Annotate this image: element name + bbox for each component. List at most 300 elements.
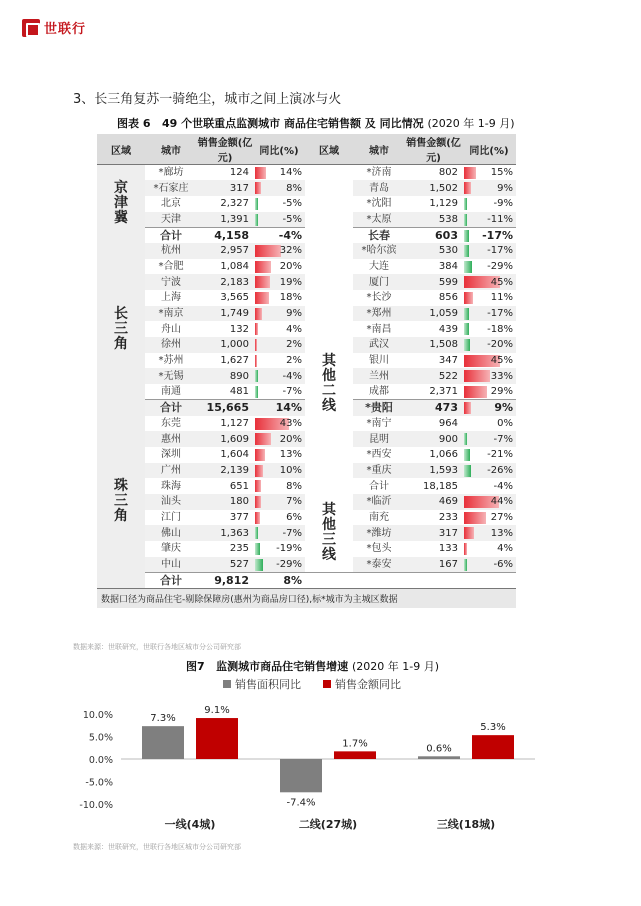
- positive-bar: [255, 167, 266, 179]
- sales-table-figure: [97, 134, 516, 624]
- region-label: 其 他 三 线: [322, 501, 336, 563]
- city-cell: *廊坊: [158, 167, 184, 179]
- chart-figure-caption: 监测城市商品住宅销售增速: [216, 660, 349, 673]
- positive-bar: [255, 465, 263, 477]
- positive-bar: [255, 276, 270, 288]
- city-cell: *泰安: [353, 557, 405, 573]
- table-source: 数据来源：世联研究，世联行各地区城市分公司研究部: [73, 643, 241, 651]
- city-cell: 天津: [145, 212, 197, 228]
- amount-cell: 3,565: [220, 292, 249, 304]
- region-cell-right: [305, 494, 353, 572]
- positive-bar: [255, 355, 257, 367]
- city-cell: *贵阳: [353, 400, 405, 416]
- city-cell: *郑州: [353, 306, 405, 322]
- yoy-cell: [462, 463, 516, 479]
- yoy-value: 2%: [286, 339, 302, 351]
- city-cell: *苏州: [158, 355, 184, 367]
- yoy-cell: [253, 306, 305, 322]
- city-cell: 珠海: [161, 480, 181, 492]
- yoy-cell: [462, 510, 516, 526]
- yoy-value: 8%: [283, 573, 302, 587]
- yoy-cell: [253, 384, 305, 400]
- negative-bar: [255, 214, 258, 226]
- amount-cell: 1,129: [429, 198, 458, 210]
- positive-bar: [464, 370, 490, 382]
- negative-bar: [255, 559, 263, 571]
- yoy-value: 43%: [279, 417, 302, 429]
- y-tick-label: -5.0%: [85, 777, 113, 789]
- city-cell: *哈尔滨: [353, 243, 405, 259]
- positive-bar: [255, 433, 271, 445]
- y-tick-label: 5.0%: [88, 732, 113, 744]
- header-amount-2: 销售金额(亿元): [405, 134, 462, 165]
- amount-cell: 167: [405, 557, 462, 573]
- amount-cell: 856: [438, 292, 458, 304]
- yoy-value: -4%: [278, 228, 302, 242]
- yoy-value: -19%: [276, 543, 302, 555]
- shilian-logo-icon: [22, 19, 40, 37]
- negative-bar: [255, 543, 260, 555]
- empty-cell: [353, 572, 405, 588]
- yoy-value: -4%: [493, 480, 513, 492]
- yoy-cell: [253, 290, 305, 306]
- positive-bar: [255, 182, 261, 194]
- negative-bar: [464, 214, 467, 226]
- yoy-cell: [253, 212, 305, 228]
- yoy-cell: [462, 447, 516, 463]
- total-yoy-cell: [253, 400, 305, 416]
- empty-cell: [462, 572, 516, 588]
- data-label: 5.3%: [480, 722, 506, 734]
- negative-bar: [464, 433, 467, 445]
- table-figure-label: 图表 6: [117, 117, 151, 130]
- city-cell: 青岛: [353, 180, 405, 196]
- yoy-value: -20%: [487, 339, 513, 351]
- yoy-value: 45%: [490, 355, 513, 367]
- header-amount: 销售金额(亿元): [197, 134, 253, 165]
- city-cell: 中山: [145, 557, 197, 573]
- yoy-cell: [462, 384, 516, 400]
- yoy-cell: [253, 337, 305, 353]
- yoy-value: 6%: [286, 511, 302, 523]
- positive-bar: [255, 261, 271, 273]
- y-tick-label: 10.0%: [82, 710, 113, 721]
- x-category-label: 三线(18城): [436, 818, 496, 831]
- table-row: [97, 572, 516, 588]
- region-cell-right: [305, 165, 353, 275]
- yoy-cell: [253, 353, 305, 369]
- yoy-cell: [462, 306, 516, 322]
- city-cell: *长沙: [366, 292, 392, 304]
- yoy-value: -5%: [282, 198, 302, 210]
- chart-source: 数据来源：世联研究，世联行各地区城市分公司研究部: [73, 843, 241, 851]
- table-figure-title: [117, 115, 515, 131]
- amount-cell: 317: [405, 525, 462, 541]
- y-tick-label: -10.0%: [79, 800, 113, 811]
- data-label: 1.7%: [342, 738, 368, 750]
- amount-cell: 651: [229, 480, 249, 492]
- yoy-value: -29%: [276, 558, 302, 570]
- city-cell: 杭州: [145, 243, 197, 259]
- amount-cell: 964: [438, 417, 458, 429]
- yoy-value: 11%: [490, 292, 513, 304]
- total-amount: 9,812: [197, 572, 253, 588]
- yoy-cell: [462, 368, 516, 384]
- positive-bar: [464, 543, 467, 555]
- positive-bar: [464, 402, 471, 414]
- amount-cell: 527: [197, 557, 253, 573]
- amount-cell: 235: [229, 543, 249, 555]
- total-amount: 15,665: [197, 400, 253, 416]
- chart-figure-period: (2020 年 1-9 月): [352, 660, 440, 673]
- city-cell: 上海: [161, 292, 181, 304]
- chart-bar: [142, 726, 184, 759]
- negative-bar: [464, 465, 471, 477]
- amount-cell: 132: [229, 323, 249, 335]
- yoy-cell: [462, 557, 516, 573]
- region-cell-right: [305, 274, 353, 494]
- yoy-value: 14%: [275, 401, 302, 415]
- yoy-cell: [253, 259, 305, 275]
- negative-bar: [464, 230, 469, 242]
- yoy-cell: [253, 180, 305, 196]
- amount-cell: 377: [229, 511, 249, 523]
- yoy-cell: [462, 165, 516, 181]
- negative-bar: [255, 386, 258, 398]
- yoy-value: 18%: [279, 292, 302, 304]
- positive-bar: [255, 496, 261, 508]
- city-cell: 长春: [353, 227, 405, 243]
- legend-swatch: [223, 680, 231, 688]
- yoy-value: 8%: [286, 182, 302, 194]
- amount-cell: 1,363: [197, 525, 253, 541]
- yoy-value: 9%: [497, 182, 513, 194]
- growth-chart: [73, 676, 543, 836]
- amount-cell: 384: [438, 260, 458, 272]
- city-cell: *临沂: [353, 494, 405, 510]
- yoy-cell: [253, 243, 305, 259]
- city-cell: 兰州: [353, 368, 405, 384]
- yoy-value: 32%: [279, 245, 302, 257]
- yoy-value: 19%: [279, 276, 302, 288]
- yoy-value: -7%: [282, 527, 302, 539]
- table-row: [97, 494, 516, 510]
- amount-cell: 1,609: [197, 431, 253, 447]
- amount-cell: 900: [405, 431, 462, 447]
- amount-cell: 599: [405, 274, 462, 290]
- yoy-value: 2%: [286, 355, 302, 367]
- yoy-value: 27%: [490, 511, 513, 523]
- negative-bar: [464, 339, 470, 351]
- yoy-value: -6%: [493, 558, 513, 570]
- negative-bar: [464, 261, 472, 273]
- data-label: -7.4%: [286, 797, 316, 809]
- yoy-cell: [253, 525, 305, 541]
- yoy-cell: [462, 290, 516, 306]
- region-label: 京 津 冀: [114, 180, 128, 227]
- yoy-value: 14%: [279, 167, 302, 179]
- amount-cell: 1,508: [405, 337, 462, 353]
- amount-cell: 469: [405, 494, 462, 510]
- yoy-cell: [462, 180, 516, 196]
- yoy-cell: [462, 243, 516, 259]
- amount-cell: 2,139: [197, 463, 253, 479]
- table-figure-period: (2020 年 1-9 月): [427, 117, 515, 130]
- amount-cell: 1,084: [220, 260, 249, 272]
- city-cell: *济南: [366, 167, 392, 179]
- positive-bar: [464, 182, 471, 194]
- negative-bar: [464, 559, 467, 571]
- yoy-value: 45%: [490, 276, 513, 288]
- negative-bar: [464, 245, 469, 257]
- city-cell: *南宁: [366, 417, 392, 429]
- yoy-value: -17%: [482, 228, 513, 242]
- city-cell: *无锡: [145, 368, 197, 384]
- yoy-cell: [253, 196, 305, 212]
- header-region-2: 区域: [305, 134, 353, 165]
- yoy-value: 4%: [497, 543, 513, 555]
- table-note: 数据口径为商品住宅-剔除保障房(惠州为商品房口径),标*城市为主城区数据: [97, 588, 516, 608]
- chart-bar: [196, 718, 238, 759]
- amount-cell: 133: [438, 543, 458, 555]
- yoy-value: 8%: [286, 480, 302, 492]
- positive-bar: [255, 308, 262, 320]
- yoy-cell: [253, 557, 305, 573]
- region-label: 长 三 角: [114, 305, 128, 352]
- city-cell: *沈阳: [366, 198, 392, 210]
- legend-label: 销售面积同比: [235, 678, 301, 691]
- data-label: 0.6%: [426, 743, 452, 755]
- yoy-cell: [462, 400, 516, 416]
- city-cell: 佛山: [145, 525, 197, 541]
- positive-bar: [255, 339, 257, 351]
- yoy-cell: [253, 416, 305, 432]
- amount-cell: 2,327: [220, 198, 249, 210]
- yoy-cell: [253, 478, 305, 494]
- yoy-cell: [253, 541, 305, 557]
- yoy-cell: [462, 541, 516, 557]
- amount-cell: 317: [197, 180, 253, 196]
- amount-cell: 1,391: [197, 212, 253, 228]
- positive-bar: [464, 167, 476, 179]
- amount-cell: 473: [405, 400, 462, 416]
- negative-bar: [255, 370, 258, 382]
- yoy-value: 20%: [279, 433, 302, 445]
- city-cell: 南通: [161, 386, 181, 398]
- city-cell: 北京: [161, 198, 181, 210]
- amount-cell: 1,627: [220, 355, 249, 367]
- yoy-cell: [253, 431, 305, 447]
- city-cell: 南充: [369, 511, 389, 523]
- positive-bar: [464, 386, 487, 398]
- amount-cell: 2,371: [429, 386, 458, 398]
- yoy-cell: [462, 494, 516, 510]
- yoy-value: -7%: [282, 386, 302, 398]
- region-cell-left: [97, 243, 145, 416]
- city-cell: 广州: [145, 463, 197, 479]
- amount-cell: 1,502: [405, 180, 462, 196]
- city-cell: *潍坊: [353, 525, 405, 541]
- city-cell: 肇庆: [161, 543, 181, 555]
- yoy-cell: [462, 227, 516, 243]
- table-figure-caption: 49 个世联重点监测城市 商品住宅销售额 及 同比情况: [161, 117, 424, 130]
- header-city: 城市: [145, 134, 197, 165]
- amount-cell: 124: [229, 167, 249, 179]
- amount-cell: 538: [405, 212, 462, 228]
- positive-bar: [255, 292, 269, 304]
- total-label: 合计: [145, 572, 197, 588]
- positive-bar: [464, 292, 473, 304]
- city-cell: 江门: [161, 511, 181, 523]
- positive-bar: [255, 512, 260, 524]
- data-label: 7.3%: [150, 713, 176, 725]
- amount-cell: 2,183: [197, 274, 253, 290]
- yoy-cell: [462, 525, 516, 541]
- growth-chart-svg: [73, 676, 543, 836]
- table-header-row: [97, 134, 516, 165]
- yoy-value: 13%: [490, 527, 513, 539]
- legend-swatch: [323, 680, 331, 688]
- yoy-cell: [462, 353, 516, 369]
- total-yoy-cell: [253, 227, 305, 243]
- amount-cell: 603: [405, 227, 462, 243]
- yoy-value: 7%: [286, 496, 302, 508]
- yoy-cell: [462, 321, 516, 337]
- negative-bar: [464, 323, 469, 335]
- sales-table: [97, 134, 516, 588]
- yoy-value: 13%: [279, 449, 302, 461]
- yoy-cell: [253, 463, 305, 479]
- city-cell: *南京: [145, 306, 197, 322]
- city-cell: *石家庄: [145, 180, 197, 196]
- total-label: 合计: [145, 227, 197, 243]
- city-cell: *南昌: [366, 323, 392, 335]
- header-city-2: 城市: [353, 134, 405, 165]
- total-label: 合计: [369, 480, 389, 492]
- brand-name: 世联行: [44, 22, 87, 37]
- yoy-value: 9%: [286, 308, 302, 320]
- yoy-cell: [462, 337, 516, 353]
- negative-bar: [464, 449, 470, 461]
- negative-bar: [464, 308, 469, 320]
- yoy-value: 0%: [497, 417, 513, 429]
- table-row: [97, 274, 516, 290]
- yoy-cell: [462, 196, 516, 212]
- data-label: 9.1%: [204, 705, 230, 717]
- header-yoy-2: 同比(%): [462, 134, 516, 165]
- empty-cell: [305, 572, 353, 588]
- table-row: [97, 165, 516, 181]
- section-heading: 3、长三角复苏一骑绝尘，城市之间上演冰与火: [73, 92, 342, 107]
- positive-bar: [464, 527, 474, 539]
- city-cell: 宁波: [145, 274, 197, 290]
- amount-cell: 1,593: [405, 463, 462, 479]
- city-cell: *合肥: [158, 260, 184, 272]
- yoy-value: 33%: [490, 370, 513, 382]
- yoy-value: -11%: [487, 213, 513, 225]
- yoy-value: -26%: [487, 464, 513, 476]
- amount-cell: 890: [197, 368, 253, 384]
- yoy-cell: [253, 165, 305, 181]
- total-yoy-cell: [462, 478, 516, 494]
- yoy-value: -29%: [487, 260, 513, 272]
- brand-logo: [22, 18, 86, 37]
- chart-bar: [334, 751, 376, 759]
- chart-figure-title: [186, 658, 439, 674]
- total-yoy-cell: [253, 572, 305, 588]
- yoy-value: -7%: [493, 433, 513, 445]
- yoy-cell: [253, 321, 305, 337]
- legend-label: 销售金额同比: [335, 678, 401, 691]
- city-cell: 银川: [369, 355, 389, 367]
- positive-bar: [255, 449, 265, 461]
- total-amount: 4,158: [197, 227, 253, 243]
- city-cell: 厦门: [353, 274, 405, 290]
- city-cell: 徐州: [145, 337, 197, 353]
- city-cell: 深圳: [161, 449, 181, 461]
- amount-cell: 802: [438, 167, 458, 179]
- positive-bar: [255, 480, 261, 492]
- positive-bar: [255, 323, 258, 335]
- yoy-value: -4%: [282, 370, 302, 382]
- city-cell: 成都: [369, 386, 389, 398]
- city-cell: *包头: [366, 543, 392, 555]
- yoy-cell: [253, 510, 305, 526]
- city-cell: *重庆: [353, 463, 405, 479]
- amount-cell: 530: [405, 243, 462, 259]
- chart-bar: [418, 756, 460, 759]
- yoy-value: 29%: [490, 386, 513, 398]
- amount-cell: 439: [438, 323, 458, 335]
- positive-bar: [464, 512, 486, 524]
- city-cell: 昆明: [353, 431, 405, 447]
- positive-bar: [255, 245, 281, 257]
- chart-figure-label: 图7: [186, 660, 205, 673]
- empty-cell: [405, 572, 462, 588]
- yoy-value: 10%: [279, 464, 302, 476]
- amount-cell: 1,066: [429, 449, 458, 461]
- yoy-value: 44%: [490, 496, 513, 508]
- negative-bar: [255, 527, 258, 539]
- yoy-value: 4%: [286, 323, 302, 335]
- header-region: 区域: [97, 134, 145, 165]
- yoy-value: -17%: [487, 245, 513, 257]
- yoy-cell: [462, 431, 516, 447]
- negative-bar: [464, 198, 467, 210]
- amount-cell: 1,059: [405, 306, 462, 322]
- yoy-cell: [462, 259, 516, 275]
- amount-cell: 522: [405, 368, 462, 384]
- yoy-value: -17%: [487, 308, 513, 320]
- header-yoy: 同比(%): [253, 134, 305, 165]
- city-cell: 汕头: [145, 494, 197, 510]
- yoy-cell: [253, 447, 305, 463]
- amount-cell: 1,000: [197, 337, 253, 353]
- chart-bar: [472, 735, 514, 759]
- yoy-cell: [253, 274, 305, 290]
- yoy-cell: [253, 494, 305, 510]
- yoy-cell: [462, 212, 516, 228]
- amount-cell: 347: [438, 355, 458, 367]
- amount-cell: 233: [438, 511, 458, 523]
- chart-bar: [280, 759, 322, 792]
- yoy-value: 9%: [494, 401, 513, 415]
- amount-cell: 481: [229, 386, 249, 398]
- yoy-value: 20%: [279, 260, 302, 272]
- region-cell-left: [97, 416, 145, 589]
- amount-cell: 1,749: [197, 306, 253, 322]
- negative-bar: [255, 198, 258, 210]
